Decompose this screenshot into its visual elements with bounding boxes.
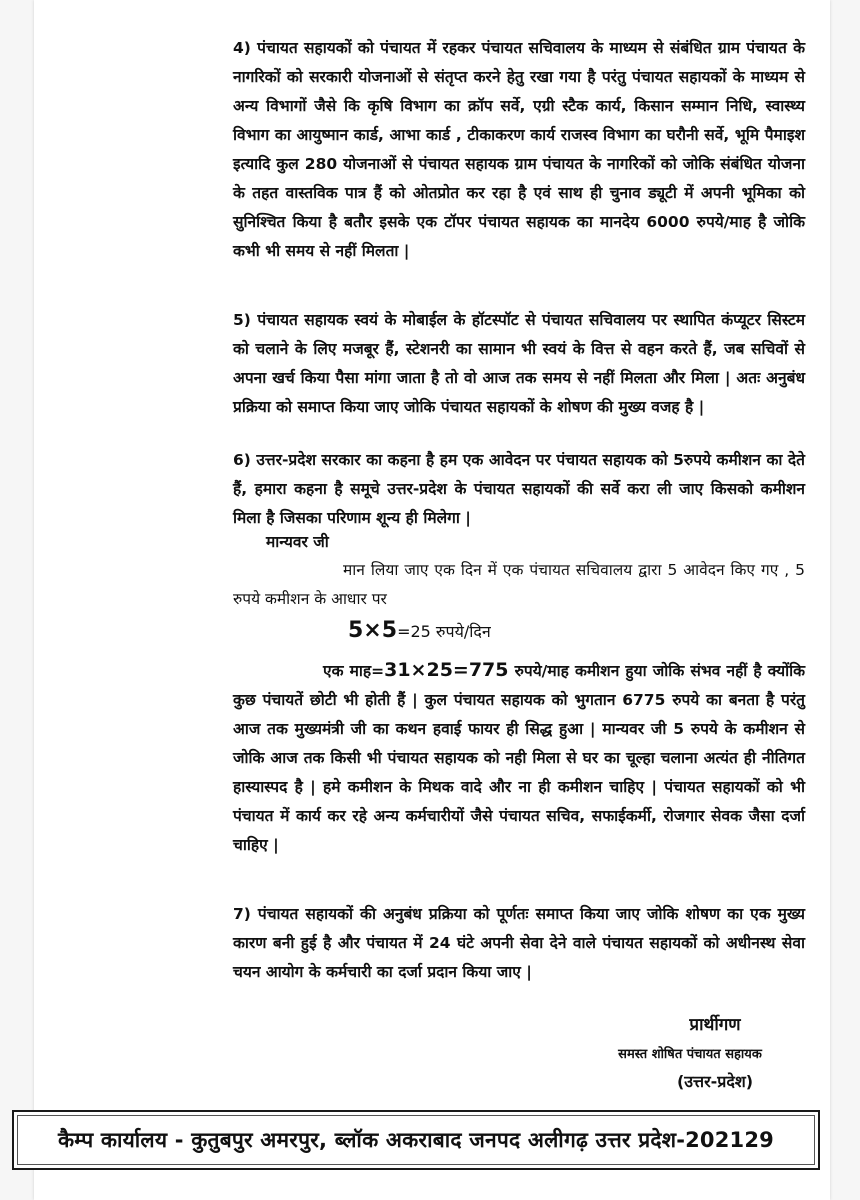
paragraph-7: 7) पंचायत सहायकों की अनुबंध प्रक्रिया को पूर्णतः समाप्त किया जाए जोकि शोषण का एक मुख्य कारण बनी हुई है और पंचायत में 24 घंटे अपनी सेवा देने वाले पंचायत सहायकों को अधीनस्थ सेवा चयन आयोग के कर्मचारी का दर्जा प्रदान किया जाए | [233,905,805,981]
daily-formula [348,618,491,645]
paragraph-monthly-calculation [233,656,805,860]
month-formula: 31×25=775 [384,659,509,681]
footer-address: कैम्प कार्यालय - कुतुबपुर अमरपुर, ब्लॉक अकराबाद जनपद अलीगढ़ उत्तर प्रदेश-202129 [57,1128,774,1152]
footer-address-box [12,1110,820,1170]
paragraph-5: 5) पंचायत सहायक स्वयं के मोबाईल के हॉटस्पॉट से पंचायत सचिवालय पर स्थापित कंप्यूटर सिस्टम को चलाने के लिए मजबूर हैं, स्टेशनरी का सामान भी स्वयं के वित्त से वहन करते हैं, जब सचिवों से अपना खर्च किया पैसा मांगा जाता है तो वो आज तक समय से नहीं मिलता और मिला | अतः अनुबंध प्रक्रिया को समाप्त किया जाए जोकि पंचायत सहायकों के शोषण की मुख्य वजह है | [233,311,805,416]
paragraph-6: 6) उत्तर-प्रदेश सरकार का कहना है हम एक आवेदन पर पंचायत सहायक को 5रुपये कमीशन का देते हैं, हमारा कहना है समूचे उत्तर-प्रदेश के पंचायत सहायकों की सर्वे करा ली जाए किसको कमीशन मिला है जिसका परिणाम शून्य ही मिलेगा | [233,451,805,527]
formula-rest: =25 रुपये/दिन [397,622,491,641]
signature-title: प्रार्थीगण [689,1015,741,1035]
monthly-text: रुपये/माह कमीशन हुया जोकि संभव नहीं है क्योंकि कुछ पंचायतें छोटी भी होती हैं | कुल पंचायत सहायक को भुगतान 6775 रुपये का बनता है परंतु आज तक मुख्यमंत्री जी का कथन हवाई फायर ही सिद्ध हुआ | मान्यवर जी 5 रुपये के कमीशन से जोकि आज तक किसी भी पंचायत सहायक को नही मिला से घर का चूल्हा चलाना अत्यंत ही नीतिगत हास्यास्पद है | हमे कमीशन के मिथक वादे और ना ही कमीशन चाहिए | पंचायत सहायकों को भी पंचायत में कार्य कर रहे अन्य कर्मचारीयों जैसे पंचायत सचिव, सफाईकर्मी, रोजगार सेवक जैसा दर्जा चाहिए | [233,662,805,854]
month-prefix: एक माह= [323,662,385,680]
signature-state: (उत्तर-प्रदेश) [676,1072,754,1091]
salutation: मान्यवर जी [266,533,329,551]
signature-group: समस्त शोषित पंचायत सहायक [618,1047,762,1062]
paragraph-4: 4) पंचायत सहायकों को पंचायत में रहकर पंचायत सचिवालय के माध्यम से संबंधित ग्राम पंचायत के नागरिकों को सरकारी योजनाओं से संतृप्त करने हेतु रखा गया है परंतु पंचायत सहायकों के माध्यम से अन्य विभागों जैसे कि कृषि विभाग का क्रॉप सर्वे, एग्री स्टैक कार्य, किसान सम्मान निधि, स्वास्थ्य विभाग का आयुष्मान कार्ड, आभा कार्ड , टीकाकरण कार्य राजस्व विभाग का घरौनी सर्वे, भूमि पैमाइश इत्यादि कुल 280 योजनाओं से पंचायत सहायक ग्राम पंचायत के नागरिकों को जोकि संबंधित योजना के तहत वास्तविक पात्र हैं को ओतप्रोत कर रहा है एवं साथ ही चुनाव ड्यूटी में अपनी भूमिका को सुनिश्चित किया है बतौर इसके एक टॉपर पंचायत सहायक का मानदेय 6000 रुपये/माह है जोकि कभी भी समय से नहीं मिलता | [233,39,805,260]
formula-main: 5×5 [348,618,398,643]
paragraph-calculation-intro: मान लिया जाए एक दिन में एक पंचायत सचिवालय द्वारा 5 आवेदन किए गए , 5 रुपये कमीशन के आधार पर [233,561,805,608]
